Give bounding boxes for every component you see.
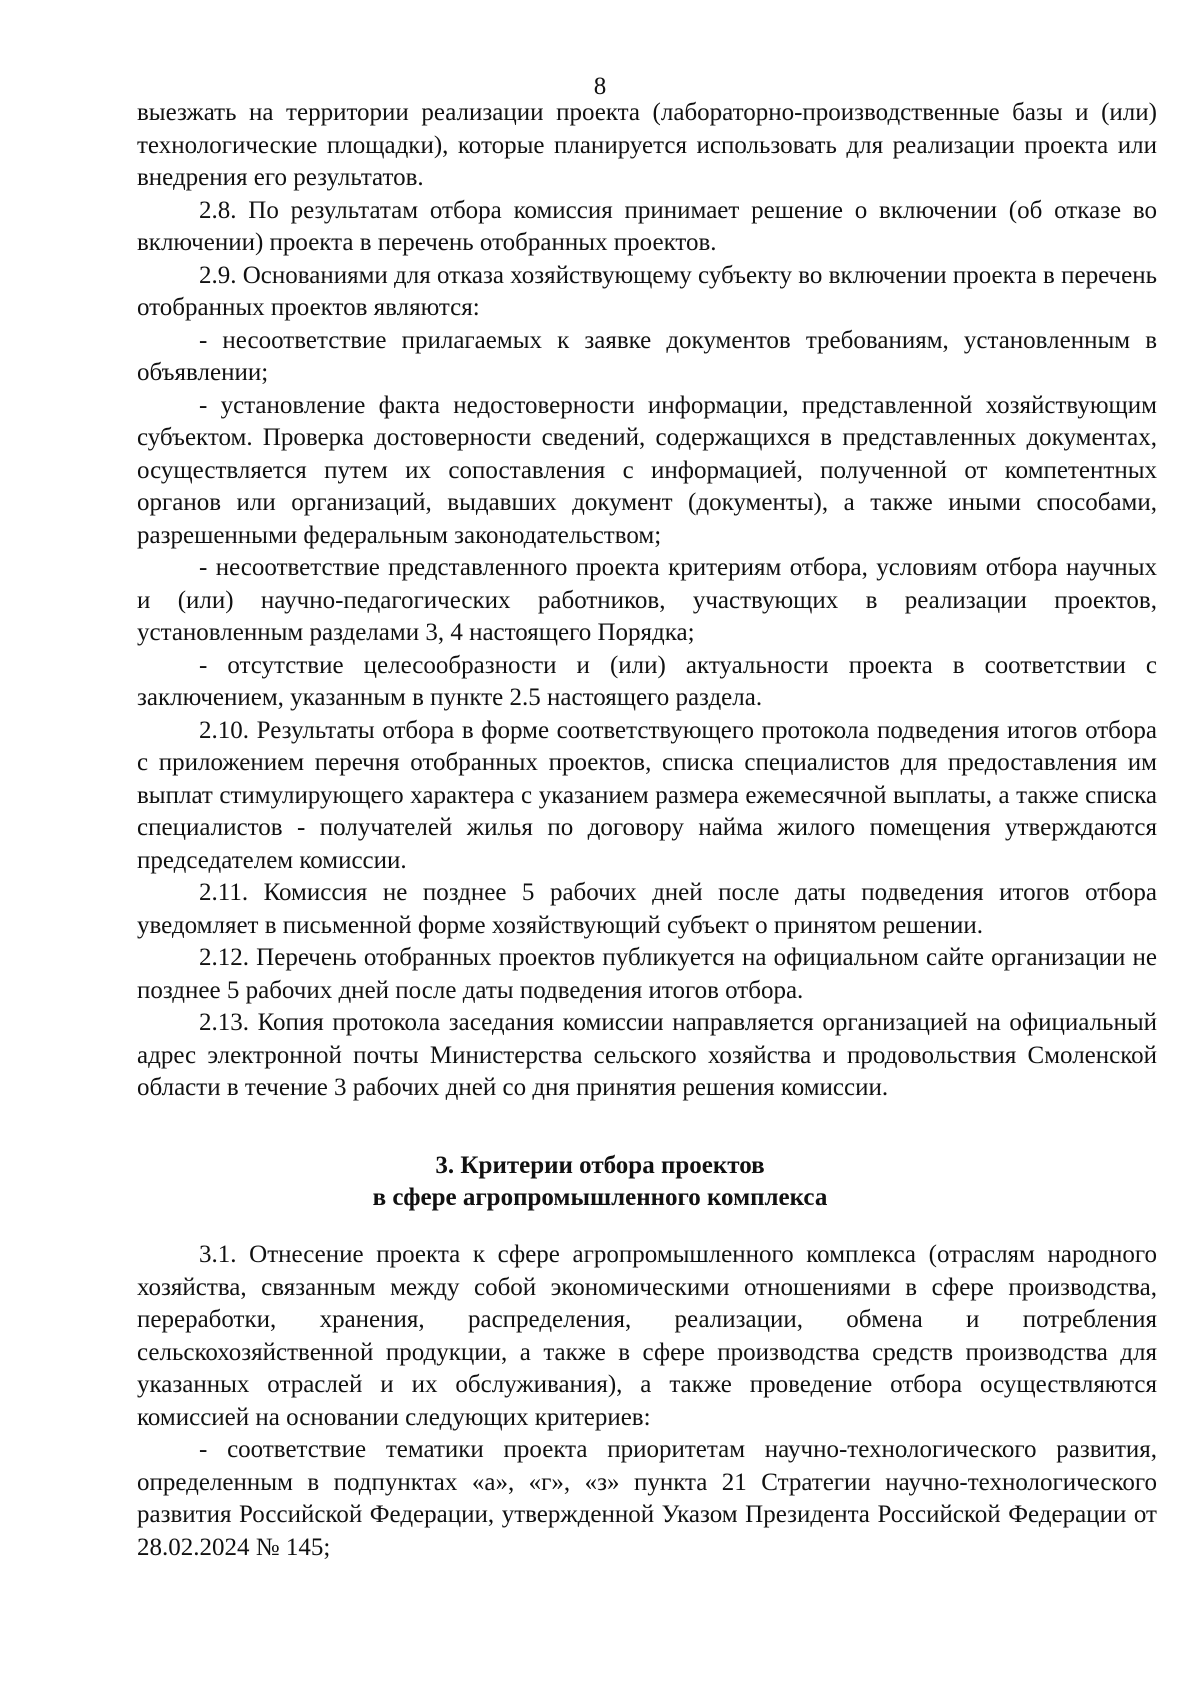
page-number: 8 [593,73,607,100]
list-item-noncompliance-criteria: - несоответствие представленного проекта критериям отбора, условиям отбора научных и (или) научно-педагогических работников, участвующих в реализации проектов, установленным разделами 3, 4 настоящего Порядка; [137,554,1157,646]
section-3-heading-line-1: 3. Критерии отбора проектов [435,1152,765,1179]
section-2-text [137,97,1157,1105]
paragraph-2-10: 2.10. Результаты отбора в форме соответствующего протокола подведения итогов отбора с приложением перечня отобранных проектов, списка специалистов для предоставления им выплат стимулирующего характера с указанием размера ежемесячной выплаты, а также списка специалистов - получателей жилья по договору найма жилого помещения утверждаются председателем комиссии. [137,716,1157,874]
paragraph-2-11: 2.11. Комиссия не позднее 5 рабочих дней после даты подведения итогов отбора уведомляет в письменной форме хозяйствующий субъект о принятом решении. [137,879,1157,939]
paragraph-2-9: 2.9. Основаниями для отказа хозяйствующему субъекту во включении проекта в перечень отобранных проектов являются: [137,261,1157,321]
section-3-heading-line-2: в сфере агропромышленного комплекса [372,1184,828,1211]
list-item-false-information: - установление факта недостоверности информации, представленной хозяйствующим субъектом. Проверка достоверности сведений, содержащихся в представленных документах, осуществляется путем их сопоставления с информацией, полученной от компетентных органов или организаций, выдавших документ (документы), а также иными способами, разрешенными федеральным законодательством; [137,391,1157,549]
paragraph-continuation: выезжать на территории реализации проекта (лабораторно-производственные базы и (или) технологические площадки), которые планируется использовать для реализации проекта или внедрения его результатов. [137,99,1157,191]
list-item-lack-of-relevance: - отсутствие целесообразности и (или) актуальности проекта в соответствии с заключением, указанным в пункте 2.5 настоящего раздела. [137,651,1157,711]
paragraph-2-12: 2.12. Перечень отобранных проектов публикуется на официальном сайте организации не позднее 5 рабочих дней после даты подведения итогов отбора. [137,944,1157,1004]
paragraph-2-13: 2.13. Копия протокола заседания комиссии направляется организацией на официальный адрес электронной почты Министерства сельского хозяйства и продовольствия Смоленской области в течение 3 рабочих дней со дня принятия решения комиссии. [137,1009,1157,1101]
paragraph-3-1: 3.1. Отнесение проекта к сфере агропромышленного комплекса (отраслям народного хозяйства, связанным между собой экономическими отношениями в сфере производства, переработки, хранения, распределения, реализации, обмена и потребления сельскохозяйственной продукции, а также в сфере производства средств производства для указанных отраслей и их обслуживания), а также проведение отбора осуществляются комиссией на основании следующих критериев: [137,1241,1157,1431]
list-item-noncompliance-documents: - несоответствие прилагаемых к заявке документов требованиям, установленным в объявлении; [137,326,1157,386]
list-item-thematic-compliance: - соответствие тематики проекта приоритетам научно-технологического развития, определенным в подпунктах «а», «г», «з» пункта 21 Стратегии научно-технологического развития Российской Федерации, утвержденной Указом Президента Российской Федерации от 28.02.2024 № 145; [137,1436,1157,1561]
section-3-heading [0,1150,1200,1214]
section-3-text [137,1239,1157,1564]
paragraph-2-8: 2.8. По результатам отбора комиссия принимает решение о включении (об отказе во включении) проекта в перечень отобранных проектов. [137,196,1157,256]
